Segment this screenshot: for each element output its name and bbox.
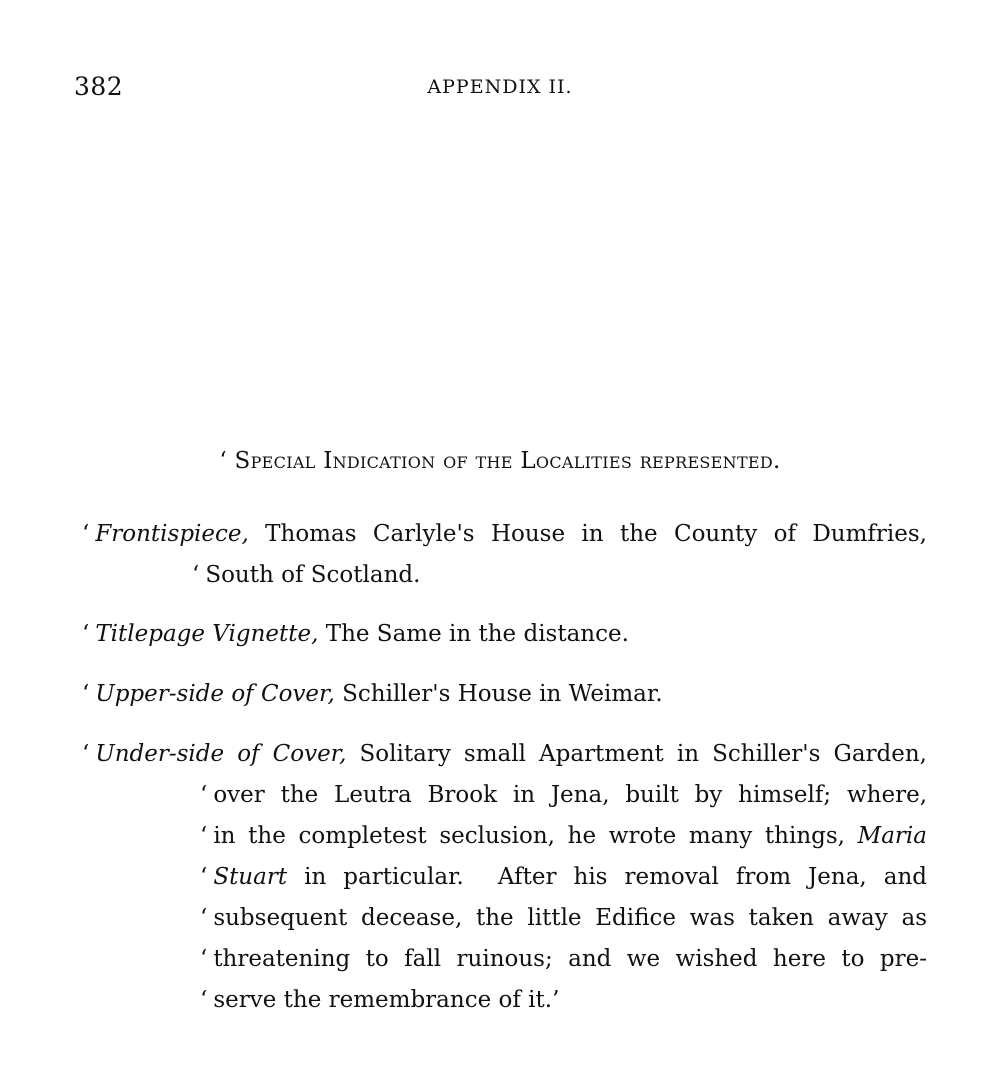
italic-text: Frontispiece,: [95, 521, 249, 547]
entry-line: [82, 555, 927, 596]
opening-quote: ‘: [82, 681, 90, 707]
body-text: South of Scotland.: [205, 562, 421, 588]
opening-quote: ‘: [200, 987, 208, 1013]
italic-text: Stuart: [213, 864, 288, 890]
body-text: serve the remembrance of it.’: [213, 987, 560, 1013]
entry-line: [82, 857, 927, 898]
opening-quote: ‘: [200, 946, 208, 972]
opening-quote: ‘: [200, 823, 208, 849]
body-text: in the completest seclusion, he wrote many things,: [213, 823, 858, 849]
opening-quote: ‘: [82, 621, 90, 647]
page-number: 382: [74, 72, 124, 101]
entry-line: [82, 674, 927, 715]
entry-line: [82, 775, 927, 816]
entry-line: [82, 939, 927, 980]
opening-quote: ‘: [82, 741, 90, 767]
italic-text: Maria: [857, 823, 927, 849]
italic-text: Titlepage Vignette,: [95, 621, 319, 647]
entry-line: [82, 816, 927, 857]
opening-quote: ‘: [192, 562, 200, 588]
opening-quote: ‘: [200, 905, 208, 931]
entry-line: [82, 514, 927, 555]
entry-line: [82, 614, 927, 655]
body-text: The Same in the distance.: [318, 621, 629, 647]
body-text: over the Leutra Brook in Jena, built by himself; where,: [213, 782, 927, 808]
entry-line: [82, 980, 927, 1021]
running-head: [0, 72, 1000, 106]
opening-quote: ‘: [200, 864, 208, 890]
entry-line: [82, 734, 927, 775]
body-text: Thomas Carlyle's House in the County of Dumfries,: [248, 521, 927, 547]
body-text: subsequent decease, the little Edifice was taken away as: [213, 905, 927, 931]
entry-upper-side-of-cover: [82, 674, 927, 715]
section-heading: ‘ Special Indication of the Localities represented.: [219, 448, 781, 474]
body-text: threatening to fall ruinous; and we wished here to pre-: [213, 946, 927, 972]
body-text: in particular. After his removal from Jena, and: [287, 864, 927, 890]
body-text: Solitary small Apartment in Schiller's Garden,: [346, 741, 927, 767]
opening-quote: ‘: [200, 782, 208, 808]
running-title: APPENDIX II.: [427, 76, 573, 98]
entry-line: [82, 898, 927, 939]
entry-under-side-of-cover: [82, 734, 927, 1021]
italic-text: Upper-side of Cover,: [95, 681, 335, 707]
entry-titlepage-vignette: [82, 614, 927, 655]
italic-text: Under-side of Cover,: [95, 741, 347, 767]
body-text: Schiller's House in Weimar.: [334, 681, 663, 707]
opening-quote: ‘: [82, 521, 90, 547]
entry-frontispiece: [82, 514, 927, 596]
